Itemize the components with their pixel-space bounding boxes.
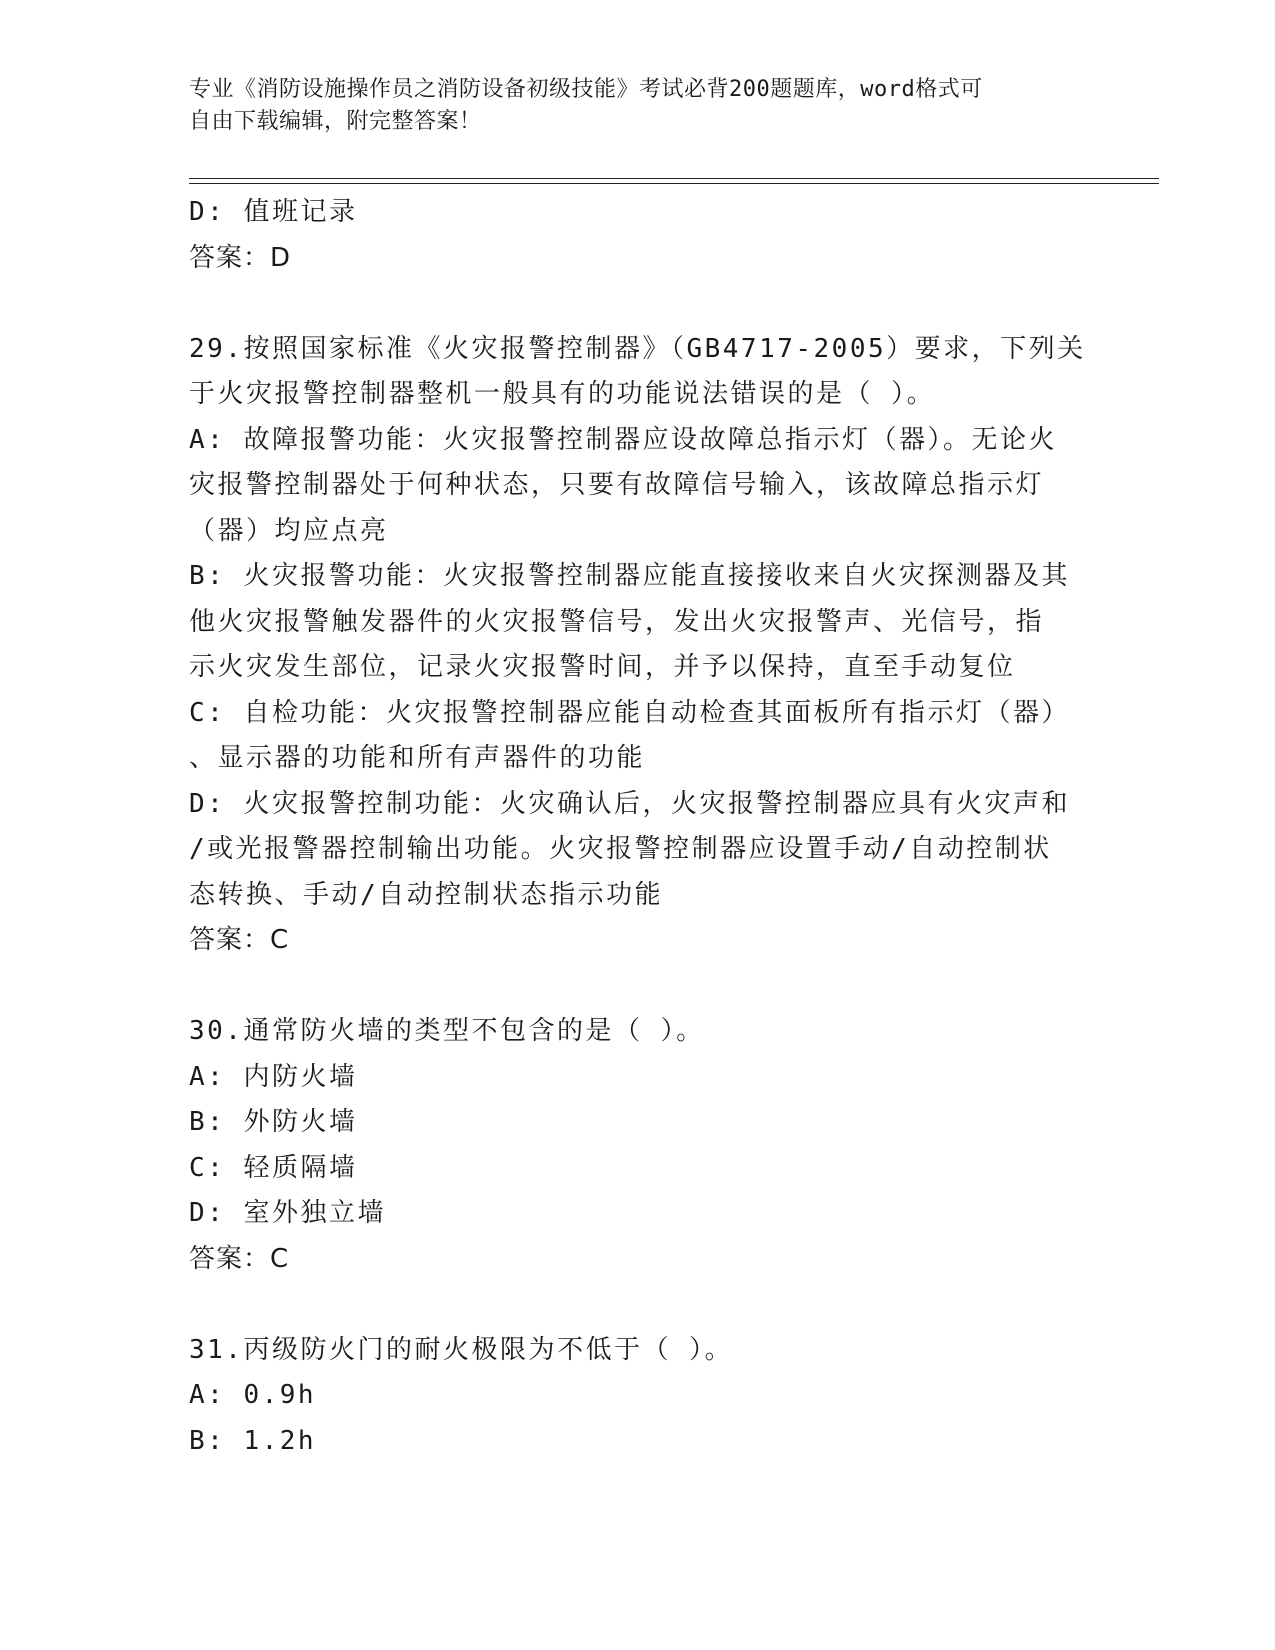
question-31 — [189, 1328, 1089, 1465]
option-b-cont: 示火灾发生部位，记录火灾报警时间，并予以保持，直至手动复位 — [189, 652, 1016, 682]
option-c-cont: 、显示器的功能和所有声器件的功能 — [189, 743, 646, 773]
option-d-cont: 态转换、手动/自动控制状态指示功能 — [189, 879, 664, 910]
question-stem-cont: 于火灾报警控制器整机一般具有的功能说法错误的是（ ）。 — [189, 379, 936, 409]
option-d: D: 室外独立墙 — [189, 1198, 386, 1228]
document-header — [189, 74, 1079, 138]
question-stem: 31.丙级防火门的耐火极限为不低于（ ）。 — [189, 1334, 734, 1365]
question-29 — [189, 327, 1089, 964]
answer-line: 答案：D — [189, 242, 292, 273]
option-c: C: 自检功能：火灾报警控制器应能自动检查其面板所有指示灯（器） — [189, 697, 1070, 728]
option-a: A: 内防火墙 — [189, 1061, 358, 1092]
answer-line: 答案：C — [189, 925, 290, 955]
question-28-tail — [189, 190, 1089, 281]
option-c: C: 轻质隔墙 — [189, 1152, 358, 1183]
question-30 — [189, 1009, 1089, 1282]
answer-line: 答案：C — [189, 1243, 290, 1274]
question-stem: 30.通常防火墙的类型不包含的是（ ）。 — [189, 1016, 705, 1046]
option-a-cont: （器）均应点亮 — [189, 515, 389, 546]
option-d: D: 值班记录 — [189, 197, 358, 227]
question-stem: 29.按照国家标准《火灾报警控制器》（GB4717-2005）要求，下列关 — [189, 333, 1086, 364]
option-b-cont: 他火灾报警触发器件的火灾报警信号，发出火灾报警声、光信号，指 — [189, 606, 1045, 637]
option-d-cont: /或光报警器控制输出功能。火灾报警控制器应设置手动/自动控制状 — [189, 834, 1052, 864]
option-a-cont: 灾报警控制器处于何种状态，只要有故障信号输入，该故障总指示灯 — [189, 470, 1045, 500]
option-b: B: 火灾报警功能：火灾报警控制器应能直接接收来自火灾探测器及其 — [189, 561, 1070, 591]
header-divider-bottom — [189, 183, 1159, 184]
option-a: A: 故障报警功能：火灾报警控制器应设故障总指示灯（器）。无论火 — [189, 424, 1057, 455]
header-line-2: 自由下载编辑，附完整答案！ — [189, 109, 482, 134]
option-b: B: 外防火墙 — [189, 1107, 358, 1137]
header-divider-top — [189, 178, 1159, 179]
option-a: A: 0.9h — [189, 1380, 317, 1410]
question-content — [189, 190, 1089, 1464]
option-b: B: 1.2h — [189, 1425, 317, 1456]
header-line-1: 专业《消防设施操作员之消防设备初级技能》考试必背200题题库，word格式可 — [189, 77, 983, 102]
option-d: D: 火灾报警控制功能：火灾确认后，火灾报警控制器应具有火灾声和 — [189, 788, 1070, 819]
